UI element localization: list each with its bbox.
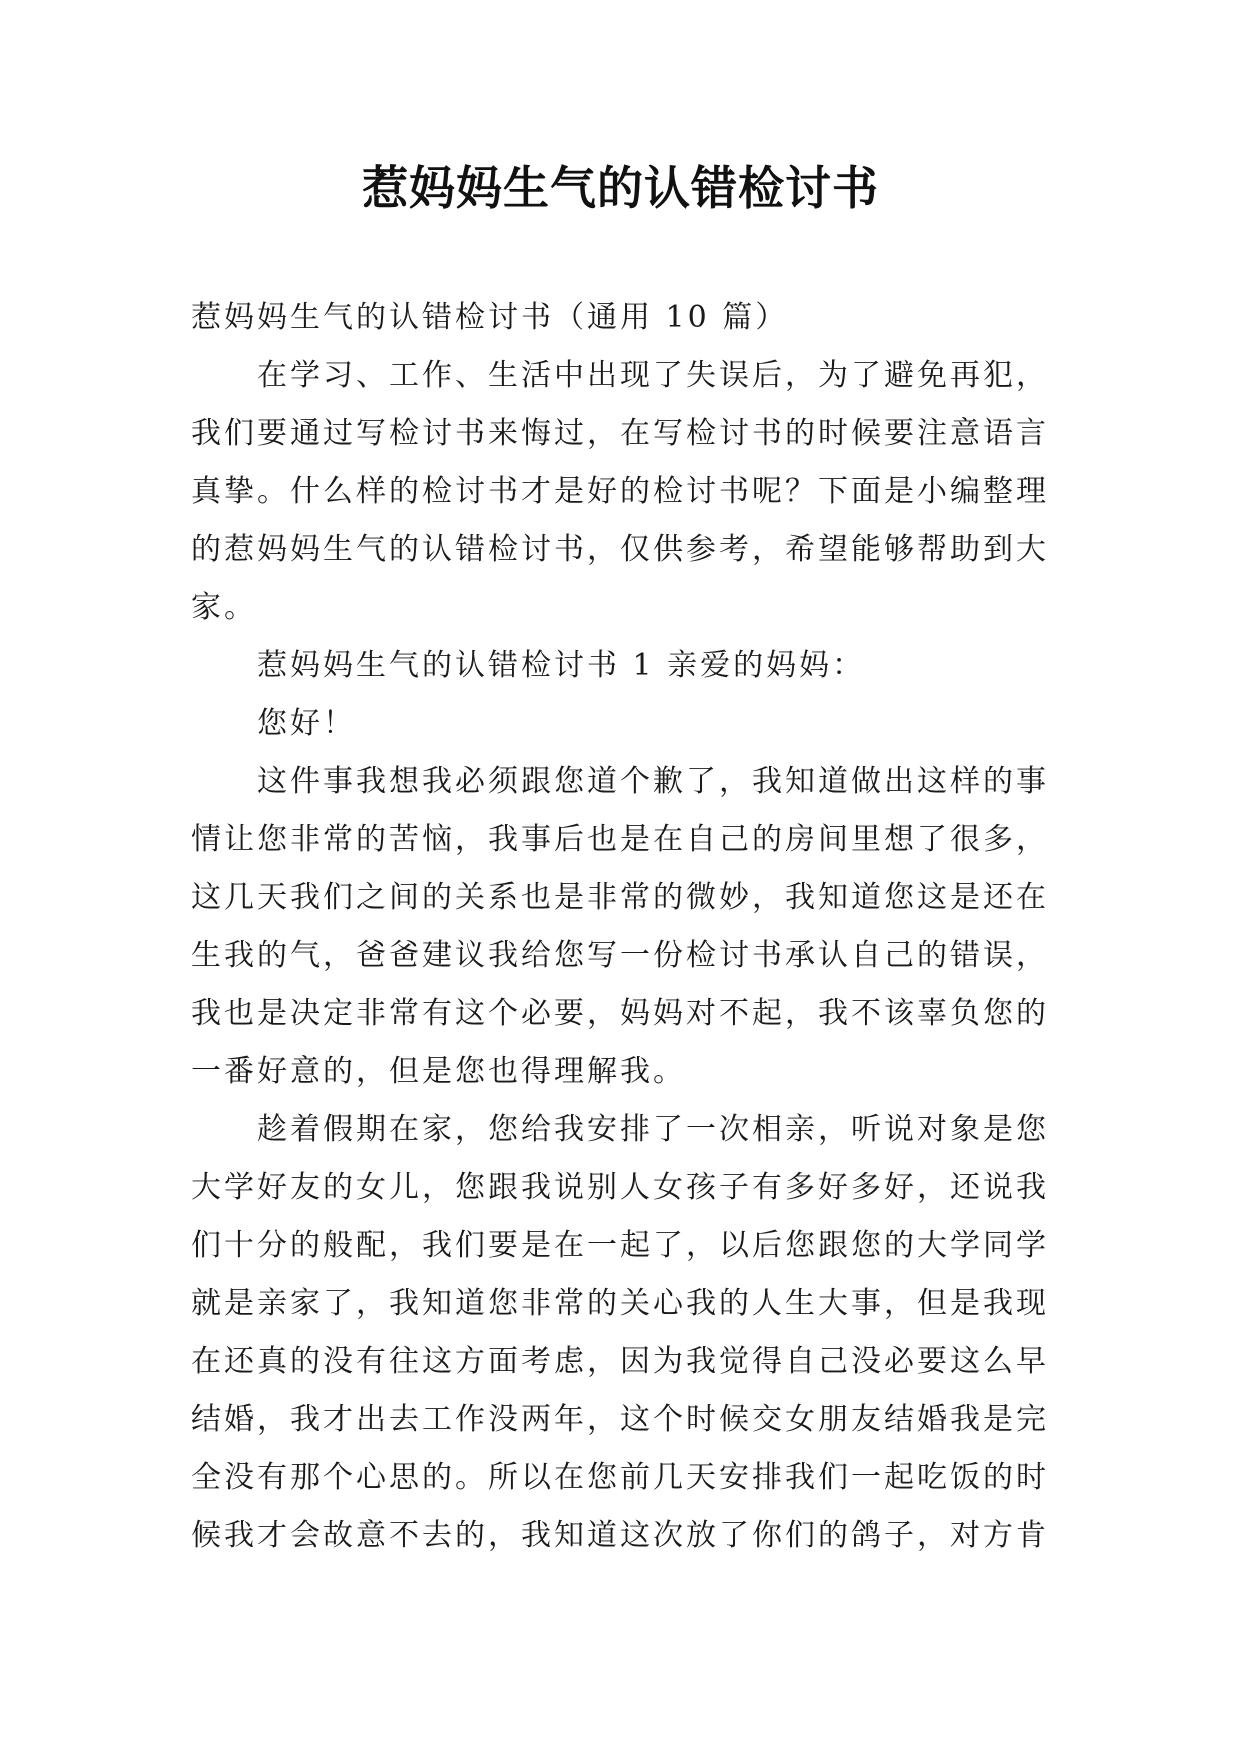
document-body (191, 289, 1049, 1565)
body-paragraph: 趁着假期在家，您给我安排了一次相亲，听说对象是您大学好友的女儿，您跟我说别人女孩子有多好多好，还说我们十分的般配，我们要是在一起了，以后您跟您的大学同学就是亲家了，我知道您非常的关心我的人生大事，但是我现在还真的没有往这方面考虑，因为我觉得自己没必要这么早结婚，我才出去工作没两年，这个时候交女朋友结婚我是完全没有那个心思的。所以在您前几天安排我们一起吃饭的时候我才会故意不去的，我知道这次放了你们的鸽子，对方肯 (191, 1112, 1049, 1553)
letter-heading: 惹妈妈生气的认错检讨书 1 亲爱的妈妈： (257, 648, 866, 683)
letter-greeting: 您好！ (257, 706, 356, 741)
body-paragraph: 这件事我想我必须跟您道个歉了，我知道做出这样的事情让您非常的苦恼，我事后也是在自己的房间里想了很多，这几天我们之间的关系也是非常的微妙，我知道您这是还在生我的气，爸爸建议我给您写一份检讨书承认自己的错误，我也是决定非常有这个必要，妈妈对不起，我不该辜负您的一番好意的，但是您也得理解我。 (191, 764, 1049, 1089)
subtitle-line: 惹妈妈生气的认错检讨书（通用 10 篇） (191, 300, 789, 335)
document-title: 惹妈妈生气的认错检讨书 (362, 161, 879, 215)
intro-paragraph: 在学习、工作、生活中出现了失误后，为了避免再犯，我们要通过写检讨书来悔过，在写检讨书的时候要注意语言真挚。什么样的检讨书才是好的检讨书呢？下面是小编整理的惹妈妈生气的认错检讨书，仅供参考，希望能够帮助到大家。 (191, 358, 1049, 625)
